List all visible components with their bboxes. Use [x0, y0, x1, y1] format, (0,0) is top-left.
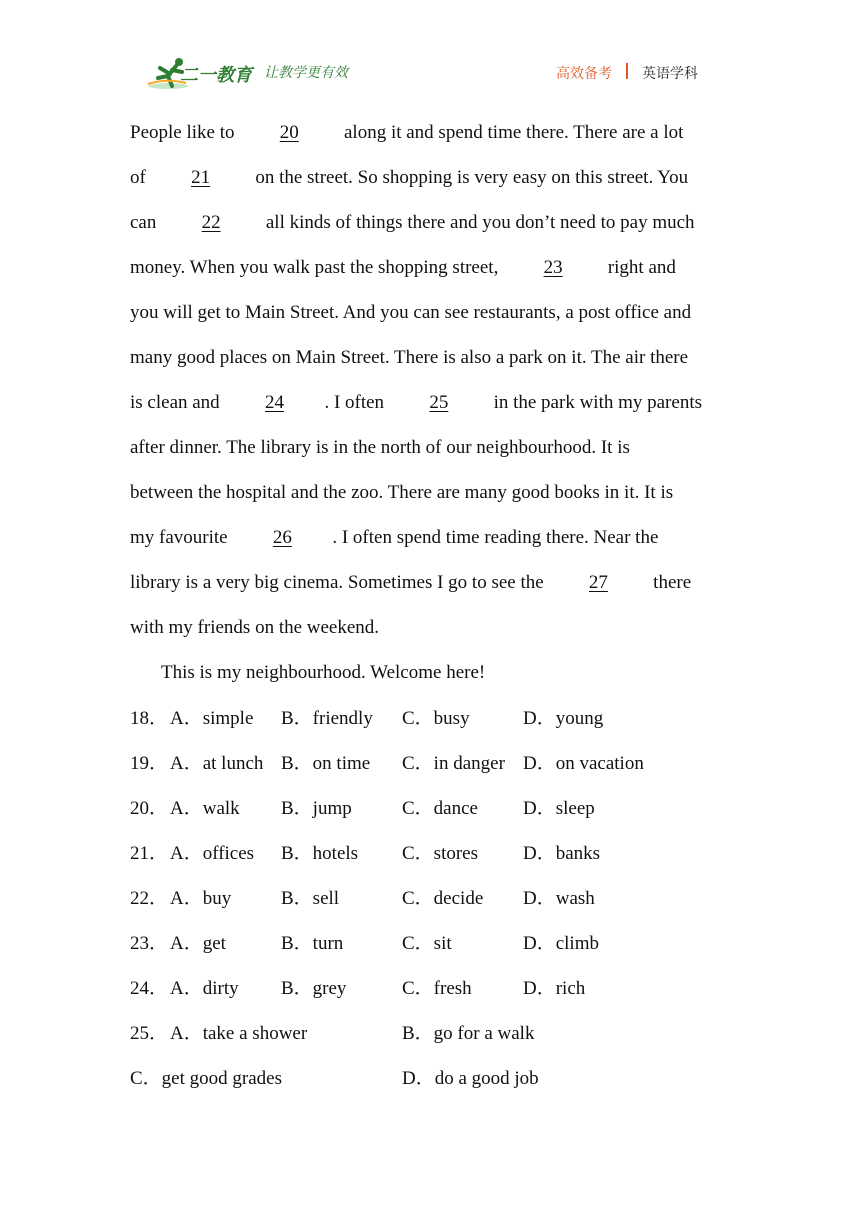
- option-a: A．walk: [170, 798, 240, 819]
- passage-text: right and: [603, 257, 676, 278]
- answer-blank: 20: [279, 122, 299, 143]
- option-c: C．decide: [402, 888, 484, 909]
- passage-line: [130, 290, 740, 335]
- passage-line: [130, 425, 740, 470]
- option-d: D．climb: [523, 933, 599, 954]
- option-c: C．fresh: [402, 978, 472, 999]
- question-number: 19．: [130, 753, 169, 774]
- question-row: [130, 921, 750, 966]
- header-slogan: 让教学更有效: [264, 65, 348, 81]
- option-c: C．dance: [402, 798, 478, 819]
- passage-text: many good places on Main Street. There is also a park on it. The air there: [130, 347, 689, 368]
- header-divider: [626, 63, 628, 79]
- question-number: 23．: [130, 933, 169, 954]
- option-b: B．jump: [281, 798, 352, 819]
- header-tag-subject: 英语学科: [642, 66, 698, 82]
- option-b: B．friendly: [281, 708, 373, 729]
- option-a: A．get: [170, 933, 226, 954]
- option-c: C．stores: [402, 843, 479, 864]
- answer-blank: 23: [543, 257, 563, 278]
- question-number: 24．: [130, 978, 169, 999]
- passage-text: in the park with my parents: [488, 392, 702, 413]
- option-a: A．dirty: [170, 978, 239, 999]
- option-d: D．do a good job: [402, 1068, 539, 1089]
- passage-text: you will get to Main Street. And you can see restaurants, a post office and: [130, 302, 692, 323]
- passage-line: [130, 515, 740, 560]
- option-a: A．at lunch: [170, 753, 264, 774]
- answer-blank: 21: [191, 167, 211, 188]
- passage-line: [130, 200, 740, 245]
- question-row: [130, 876, 750, 921]
- question-row: [130, 1056, 750, 1101]
- question-row: [130, 1011, 750, 1056]
- passage-line: [130, 245, 740, 290]
- option-d: D．banks: [523, 843, 601, 864]
- option-b: B．grey: [281, 978, 347, 999]
- option-c: C．sit: [402, 933, 452, 954]
- closing-line: This is my neighbourhood. Welcome here!: [161, 662, 486, 683]
- passage-text: is clean and: [130, 392, 225, 413]
- passage-text: along it and spend time there. There are a lot: [339, 122, 684, 143]
- question-number: 21．: [130, 843, 169, 864]
- answer-blank: 26: [272, 527, 292, 548]
- question-row: [130, 786, 750, 831]
- question-number: 22．: [130, 888, 169, 909]
- option-b: B．on time: [281, 753, 371, 774]
- passage-text: library is a very big cinema. Sometimes I go to see the: [130, 572, 549, 593]
- passage-text: my favourite: [130, 527, 233, 548]
- passage-text: of: [130, 167, 151, 188]
- option-a: A．take a shower: [170, 1023, 308, 1044]
- answer-blank: 25: [429, 392, 449, 413]
- passage-line: [130, 470, 740, 515]
- passage-line: [130, 335, 740, 380]
- passage-line: [130, 380, 740, 425]
- passage-text: People like to: [130, 122, 240, 143]
- option-c: C．busy: [402, 708, 470, 729]
- question-list: [130, 696, 750, 1101]
- option-d: D．sleep: [523, 798, 595, 819]
- passage-text: can: [130, 212, 162, 233]
- passage-text: there: [648, 572, 692, 593]
- passage-text: money. When you walk past the shopping street,: [130, 257, 504, 278]
- question-number: 20．: [130, 798, 169, 819]
- answer-blank: 24: [264, 392, 284, 413]
- option-c: C．in danger: [402, 753, 505, 774]
- option-b: B．go for a walk: [402, 1023, 535, 1044]
- reading-passage: [130, 110, 740, 695]
- option-d: D．rich: [523, 978, 586, 999]
- option-b: B．sell: [281, 888, 340, 909]
- question-row: [130, 696, 750, 741]
- passage-line: [130, 155, 740, 200]
- option-a: A．buy: [170, 888, 232, 909]
- option-c: C．get good grades: [130, 1068, 282, 1089]
- answer-blank: 27: [588, 572, 608, 593]
- question-row: [130, 966, 750, 1011]
- passage-text: on the street. So shopping is very easy on this street. You: [250, 167, 689, 188]
- option-d: D．young: [523, 708, 604, 729]
- option-a: A．simple: [170, 708, 254, 729]
- question-row: [130, 831, 750, 876]
- option-a: A．offices: [170, 843, 255, 864]
- logo-text: 二一教育: [180, 65, 252, 86]
- passage-text: . I often: [324, 392, 389, 413]
- passage-text: after dinner. The library is in the north of our neighbourhood. It is: [130, 437, 630, 458]
- passage-line: [130, 605, 740, 650]
- passage-line: [130, 110, 740, 155]
- passage-text: all kinds of things there and you don’t need to pay much: [261, 212, 695, 233]
- passage-text: between the hospital and the zoo. There are many good books in it. It is: [130, 482, 674, 503]
- question-number: 18．: [130, 708, 169, 729]
- answer-blank: 22: [201, 212, 221, 233]
- question-row: [130, 741, 750, 786]
- question-number: 25．: [130, 1023, 169, 1044]
- option-b: B．hotels: [281, 843, 359, 864]
- option-d: D．wash: [523, 888, 595, 909]
- passage-text: . I often spend time reading there. Near the: [332, 527, 659, 548]
- page-header: [0, 0, 860, 100]
- option-b: B．turn: [281, 933, 344, 954]
- passage-text: with my friends on the weekend.: [130, 617, 380, 638]
- header-tag-exam: 高效备考: [556, 66, 612, 82]
- passage-line: [130, 560, 740, 605]
- option-d: D．on vacation: [523, 753, 644, 774]
